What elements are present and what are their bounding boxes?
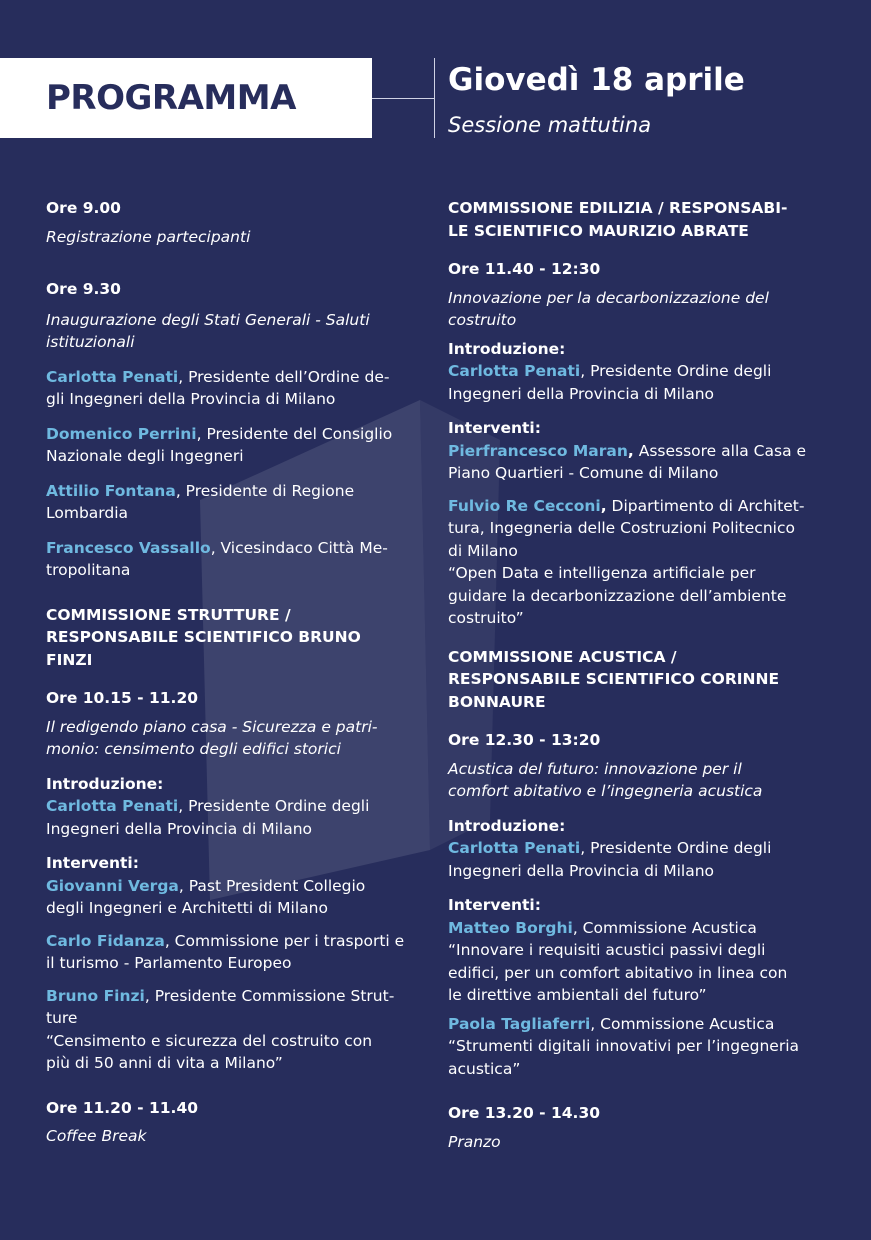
talk-title-line: più di 50 anni di vita a Milano”: [46, 1054, 283, 1072]
commission-heading-line: RESPONSABILE SCIENTIFICO CORINNE: [448, 670, 780, 688]
speaker-role-line: Ingegneri della Provincia di Milano: [448, 384, 714, 403]
speaker-entry: [46, 795, 426, 840]
speaker-entry: [46, 537, 426, 582]
speaker-role: , Commissione per i trasporti e: [164, 931, 405, 950]
speaker-role-line: il turismo - Parlamento Europeo: [46, 954, 292, 972]
commission-heading-line: COMMISSIONE EDILIZIA / RESPONSABI-: [448, 199, 788, 217]
speaker-name: Attilio Fontana: [46, 481, 176, 500]
speaker-entry: [46, 930, 426, 975]
talk-title-line: edifici, per un comfort abitativo in linea con: [448, 963, 788, 982]
commission-heading-line: COMMISSIONE ACUSTICA /: [448, 647, 677, 666]
session-description-line: costruito: [448, 311, 517, 329]
schedule-item: [448, 729, 828, 803]
commission-heading-line: COMMISSIONE STRUTTURE /: [46, 605, 291, 624]
session-description-line: Acustica del futuro: innovazione per il: [448, 759, 742, 778]
speaker-name: Matteo Borghi: [448, 918, 573, 937]
speaker-role: , Presidente Ordine degli: [580, 839, 772, 857]
speaker-role: Dipartimento di Architet-: [606, 496, 805, 515]
session-description-line: comfort abitativo e l’ingegneria acustica: [448, 782, 763, 800]
speaker-role: , Commissione Acustica: [572, 918, 757, 937]
speaker-role-line: tropolitana: [46, 561, 131, 579]
name-comma: ,: [627, 441, 634, 460]
speaker-name: Francesco Vassallo: [46, 538, 211, 557]
speaker-role: , Presidente Ordine degli: [178, 797, 370, 815]
speaker-entry: [448, 440, 828, 485]
session-description-line: Innovazione per la decarbonizzazione del: [448, 288, 769, 307]
speaker-name: Paola Tagliaferri: [448, 1014, 591, 1033]
interventions-heading: Interventi:: [46, 854, 139, 872]
talk-title-line: “Strumenti digitali innovativi per l’ingegneria: [448, 1037, 800, 1055]
schedule-item: [448, 1102, 828, 1153]
speaker-role-line: degli Ingegneri e Architetti di Milano: [46, 899, 328, 917]
speaker-name: Pierfrancesco Maran: [448, 441, 628, 460]
commission-heading-line: FINZI: [46, 650, 93, 669]
speaker-role: Assessore alla Casa e: [633, 441, 807, 460]
speaker-name: Domenico Perrini: [46, 424, 197, 443]
title-box: [0, 58, 372, 138]
session-description: Registrazione partecipanti: [46, 227, 251, 246]
talk-title-line: costruito”: [448, 609, 524, 627]
speaker-name: Carlotta Penati: [46, 797, 179, 815]
speaker-name: Carlotta Penati: [448, 362, 581, 380]
commission-heading: [448, 197, 828, 242]
program-left-column: [46, 197, 426, 1148]
speaker-name: Carlo Fidanza: [46, 931, 165, 950]
time-label: Ore 11.40 - 12:30: [448, 260, 601, 278]
schedule-item: [448, 258, 828, 332]
speaker-role: , Presidente di Regione: [175, 481, 355, 500]
speaker-name: Giovanni Verga: [46, 876, 179, 895]
speaker-role: , Commissione Acustica: [590, 1014, 775, 1033]
speaker-entry: [46, 423, 426, 468]
schedule-item: [46, 687, 426, 761]
speaker-role: , Presidente del Consiglio: [196, 424, 393, 443]
session-description-line: Il redigendo piano casa - Sicurezza e patri-: [46, 717, 378, 736]
session-description-line: istituzionali: [46, 333, 135, 351]
intro-heading: Introduzione:: [448, 816, 566, 835]
session-label: Sessione mattutina: [448, 113, 652, 137]
speaker-entry: [448, 837, 828, 882]
speaker-entry: [46, 985, 426, 1075]
interventions-heading: Interventi:: [448, 896, 541, 914]
talk-title-line: “Innovare i requisiti acustici passivi degli: [448, 941, 766, 959]
speaker-entry: [448, 360, 828, 405]
time-label: Ore 13.20 - 14.30: [448, 1104, 601, 1122]
page-title: PROGRAMMA: [46, 78, 296, 118]
commission-heading-line: BONNAURE: [448, 692, 546, 711]
time-label: Ore 10.15 - 11.20: [46, 689, 199, 707]
speaker-entry: [448, 1013, 828, 1081]
schedule-item: [46, 1097, 426, 1148]
speaker-entry: [46, 366, 426, 411]
program-right-column: [448, 197, 828, 1153]
intro-heading: Introduzione:: [46, 774, 164, 793]
schedule-item: [46, 278, 426, 354]
speaker-role-line: di Milano: [448, 541, 518, 560]
session-description-line: Inaugurazione degli Stati Generali - Saluti: [46, 310, 370, 329]
time-label: Ore 11.20 - 11.40: [46, 1098, 199, 1117]
speaker-role-line: Piano Quartieri - Comune di Milano: [448, 464, 719, 482]
speaker-entry: [46, 480, 426, 525]
session-description: Pranzo: [448, 1132, 501, 1151]
interventions-heading: Interventi:: [448, 419, 541, 437]
speaker-role: , Presidente dell’Ordine de-: [178, 367, 390, 386]
speaker-role-line: ture: [46, 1009, 78, 1027]
speaker-entry: [448, 917, 828, 1007]
speaker-role-line: Nazionale degli Ingegneri: [46, 447, 244, 465]
speaker-role-line: gli Ingegneri della Provincia di Milano: [46, 390, 336, 408]
time-label: Ore 9.00: [46, 199, 121, 217]
speaker-name: Carlotta Penati: [448, 839, 581, 857]
talk-title-line: “Censimento e sicurezza del costruito con: [46, 1031, 373, 1050]
name-comma: ,: [600, 496, 607, 515]
commission-heading-line: LE SCIENTIFICO MAURIZIO ABRATE: [448, 221, 749, 240]
speaker-entry: [46, 875, 426, 920]
event-date: Giovedì 18 aprile: [448, 62, 745, 98]
intro-heading: Introduzione:: [448, 339, 566, 358]
commission-heading: [46, 604, 426, 672]
speaker-role-line: Lombardia: [46, 504, 129, 522]
time-label: Ore 9.30: [46, 280, 121, 298]
commission-heading: [448, 646, 828, 714]
schedule-item: [46, 197, 426, 248]
time-label: Ore 12.30 - 13:20: [448, 731, 601, 749]
speaker-role-line: Ingegneri della Provincia di Milano: [448, 861, 714, 880]
speaker-entry: [448, 495, 828, 630]
speaker-role: , Vicesindaco Città Me-: [210, 538, 388, 557]
speaker-role: , Past President Collegio: [178, 876, 366, 895]
speaker-name: Carlotta Penati: [46, 367, 179, 386]
commission-heading-line: RESPONSABILE SCIENTIFICO BRUNO: [46, 628, 361, 646]
talk-title-line: le direttive ambientali del futuro”: [448, 986, 707, 1004]
session-description-line: monio: censimento degli edifici storici: [46, 740, 341, 758]
talk-title-line: guidare la decarbonizzazione dell’ambiente: [448, 586, 787, 605]
speaker-role: , Presidente Ordine degli: [580, 362, 772, 380]
talk-title-line: acustica”: [448, 1059, 521, 1078]
header-divider-horizontal: [372, 98, 434, 99]
header-divider-vertical: [434, 58, 435, 138]
speaker-role: , Presidente Commissione Strut-: [144, 986, 395, 1005]
session-description: Coffee Break: [46, 1127, 147, 1145]
speaker-name: Bruno Finzi: [46, 986, 145, 1005]
speaker-role-line: tura, Ingegneria delle Costruzioni Politecnico: [448, 519, 795, 537]
talk-title-line: “Open Data e intelligenza artificiale per: [448, 564, 756, 582]
speaker-name: Fulvio Re Cecconi: [448, 496, 601, 515]
speaker-role-line: Ingegneri della Provincia di Milano: [46, 819, 312, 838]
